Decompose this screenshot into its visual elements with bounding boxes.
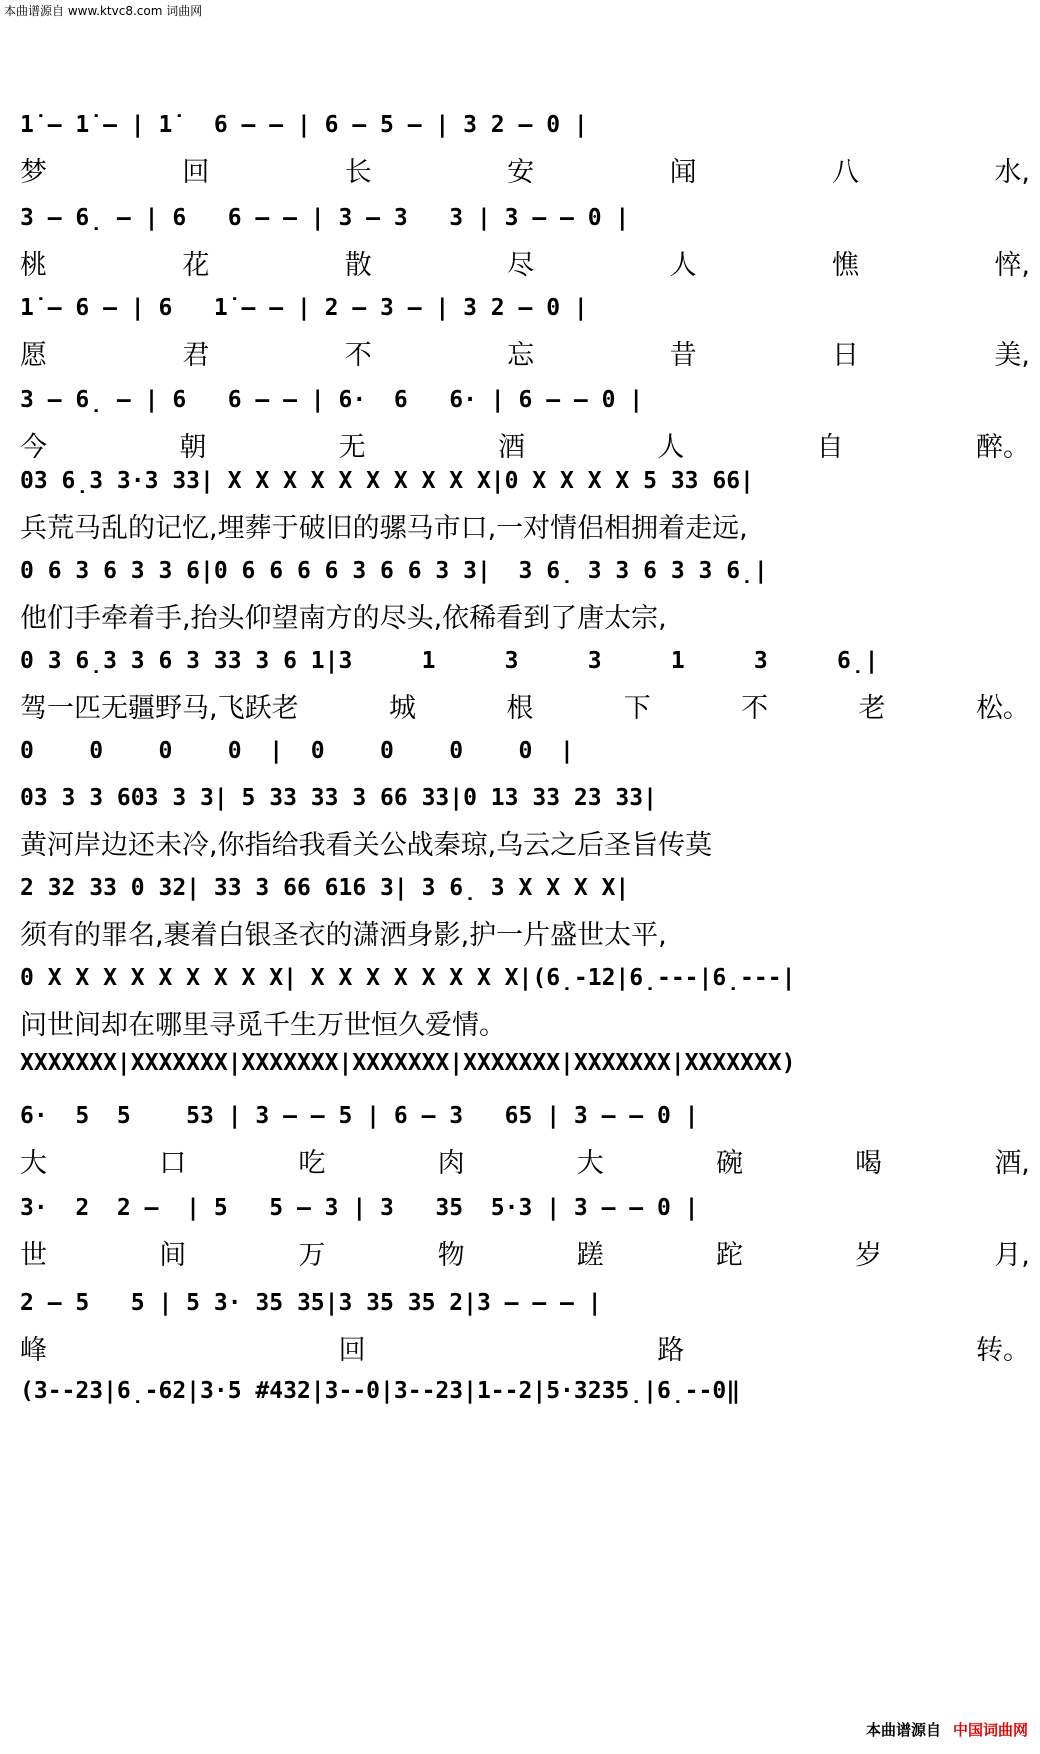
notation-line: 1̇ – 6 – | 6 1̇ – – | 2 – 3 – | 3 2 – 0 |: [20, 295, 588, 321]
lyric-word: 间: [159, 1240, 187, 1271]
lyric-word: 长: [344, 157, 372, 188]
lyric-word: 根: [506, 693, 534, 724]
lyric-word: 转。: [975, 1335, 1030, 1366]
notation-line: 3 – 6̣ – | 6 6 – – | 6· 6 6· | 6 – – 0 |: [20, 387, 644, 413]
notation-line: 2 – 5 5 | 5 3· 35 35|3 35 35 2|3 – – – |: [20, 1290, 602, 1316]
lyrics-line: [20, 686, 1040, 725]
lyric-word: 城: [388, 693, 416, 724]
lyric-word: 人: [657, 432, 685, 463]
lyric-word: 万: [298, 1240, 326, 1271]
notation-line: 0 X X X X X X X X X| X X X X X X X X|(6̣-12|6̣---|6̣---|: [20, 965, 796, 991]
lyric-word: 无: [338, 432, 366, 463]
lyric-word: 愿: [20, 340, 47, 371]
lyric-word: 喝: [855, 1148, 883, 1179]
lyric-word: 下: [623, 693, 651, 724]
lyric-word: 酒: [497, 432, 525, 463]
lyric-word: 憔: [831, 250, 859, 281]
lyric-word: 物: [437, 1240, 465, 1271]
lyric-word: 昔: [669, 340, 697, 371]
lyric-word: 回: [338, 1335, 366, 1366]
lyrics-line: [20, 823, 1030, 862]
source-watermark: 本曲谱源自 www.ktvc8.com 词曲网: [4, 4, 203, 18]
lyric-word: 君: [182, 340, 210, 371]
lyrics-line: [20, 425, 1040, 464]
notation-line: 03 6̣3 3·3 33| X X X X X X X X X X|0 X X X X 5 33 66|: [20, 468, 754, 494]
notation-line: 03 3 3 603 3 3| 5 33 33 3 66 33|0 13 33 23 33|: [20, 785, 657, 811]
lyric-word: 回: [182, 157, 210, 188]
lyric-word: 不: [344, 340, 372, 371]
lyric-word: 今: [20, 432, 47, 463]
lyric-word: 须有的罪名,裹着白银圣衣的潇洒身影,护一片盛世太平,: [20, 920, 667, 951]
notation-line: 2 32 33 0 32| 33 3 66 616 3| 3 6̣ 3 X X X X|: [20, 875, 630, 901]
lyric-word: 蹉: [576, 1240, 604, 1271]
lyrics-line: [20, 243, 1040, 282]
lyric-word: 闻: [669, 157, 697, 188]
lyrics-line: [20, 913, 1030, 952]
lyric-word: 花: [182, 250, 210, 281]
notation-line: 0 3 6̣3 3 6 3 33 3 6 1|3 1 3 3 1 3 6̣|: [20, 648, 879, 674]
lyrics-line: [20, 1233, 1040, 1272]
lyric-word: 肉: [437, 1148, 465, 1179]
lyric-word: 散: [344, 250, 372, 281]
lyric-word: 跎: [715, 1240, 743, 1271]
notation-line: (3--23|6̣-62|3·5 #432|3--0|3--23|1--2|5·3235̣|6̣--0‖: [20, 1378, 741, 1404]
lyric-word: 月,: [994, 1240, 1030, 1271]
lyric-word: 世: [20, 1240, 47, 1271]
notation-line: 3 – 6̣ – | 6 6 – – | 3 – 3 3 | 3 – – 0 |: [20, 205, 630, 231]
lyric-word: 吃: [298, 1148, 326, 1179]
lyric-word: 梦: [20, 157, 47, 188]
lyric-word: 老: [858, 693, 886, 724]
lyrics-line: [20, 1141, 1040, 1180]
lyric-word: 不: [741, 693, 769, 724]
lyric-word: 问世间却在哪里寻觅千生万世恒久爱情。: [20, 1010, 506, 1041]
lyric-word: 醉。: [975, 432, 1030, 463]
lyric-word: 大: [20, 1148, 47, 1179]
lyric-word: 大: [576, 1148, 604, 1179]
footer-right: 中国词曲网: [952, 1721, 1028, 1739]
lyric-word: 忘: [507, 340, 535, 371]
lyric-word: 自: [816, 432, 844, 463]
lyric-word: 朝: [179, 432, 207, 463]
notation-line: 0 6 3 6 3 3 6|0 6 6 6 6 3 6 6 3 3| 3 6̣ 3 3 6 3 3 6̣|: [20, 558, 768, 584]
lyric-word: 口: [159, 1148, 187, 1179]
lyrics-line: [20, 1003, 1030, 1042]
lyric-word: 黄河岸边还未冷,你指给我看关公战秦琼,乌云之后圣旨传莫: [20, 830, 713, 861]
lyric-word: 美,: [994, 340, 1030, 371]
lyric-word: 他们手牵着手,抬头仰望南方的尽头,依稀看到了唐太宗,: [20, 603, 667, 634]
notation-line: 0 0 0 0 | 0 0 0 0 |: [20, 738, 574, 764]
lyrics-line: [20, 1328, 1040, 1367]
lyric-word: 安: [507, 157, 535, 188]
lyric-word: 驾一匹无疆野马,飞跃老: [20, 693, 299, 724]
lyric-word: 尽: [507, 250, 535, 281]
lyric-word: 岁: [855, 1240, 883, 1271]
notation-line: 3· 2 2 – | 5 5 – 3 | 3 35 5·3 | 3 – – 0 |: [20, 1195, 699, 1221]
lyric-word: 路: [657, 1335, 685, 1366]
notation-line: XXXXXXX|XXXXXXX|XXXXXXX|XXXXXXX|XXXXXXX|XXXXXXX|XXXXXXX): [20, 1050, 796, 1076]
lyrics-line: [20, 333, 1040, 372]
lyrics-line: [20, 150, 1040, 189]
lyric-word: 人: [669, 250, 697, 281]
lyric-word: 八: [831, 157, 859, 188]
lyric-word: 日: [831, 340, 859, 371]
lyrics-line: [20, 596, 1030, 635]
lyric-word: 兵荒马乱的记忆,埋葬于破旧的骡马市口,一对情侣相拥着走远,: [20, 513, 748, 544]
lyric-word: 水,: [994, 157, 1030, 188]
lyric-word: 碗: [715, 1148, 743, 1179]
lyric-word: 峰: [20, 1335, 47, 1366]
lyrics-line: [20, 506, 1030, 545]
lyric-word: 悴,: [994, 250, 1030, 281]
footer-left: 本曲谱源自: [865, 1721, 941, 1739]
lyric-word: 松。: [975, 693, 1030, 724]
notation-line: 6· 5 5 53 | 3 – – 5 | 6 – 3 65 | 3 – – 0 |: [20, 1103, 699, 1129]
footer-watermark: [866, 1719, 1028, 1740]
lyric-word: 桃: [20, 250, 47, 281]
lyric-word: 酒,: [994, 1148, 1030, 1179]
notation-line: 1̇ – 1̇ – | 1̇ 6 – – | 6 – 5 – | 3 2 – 0 |: [20, 112, 588, 138]
